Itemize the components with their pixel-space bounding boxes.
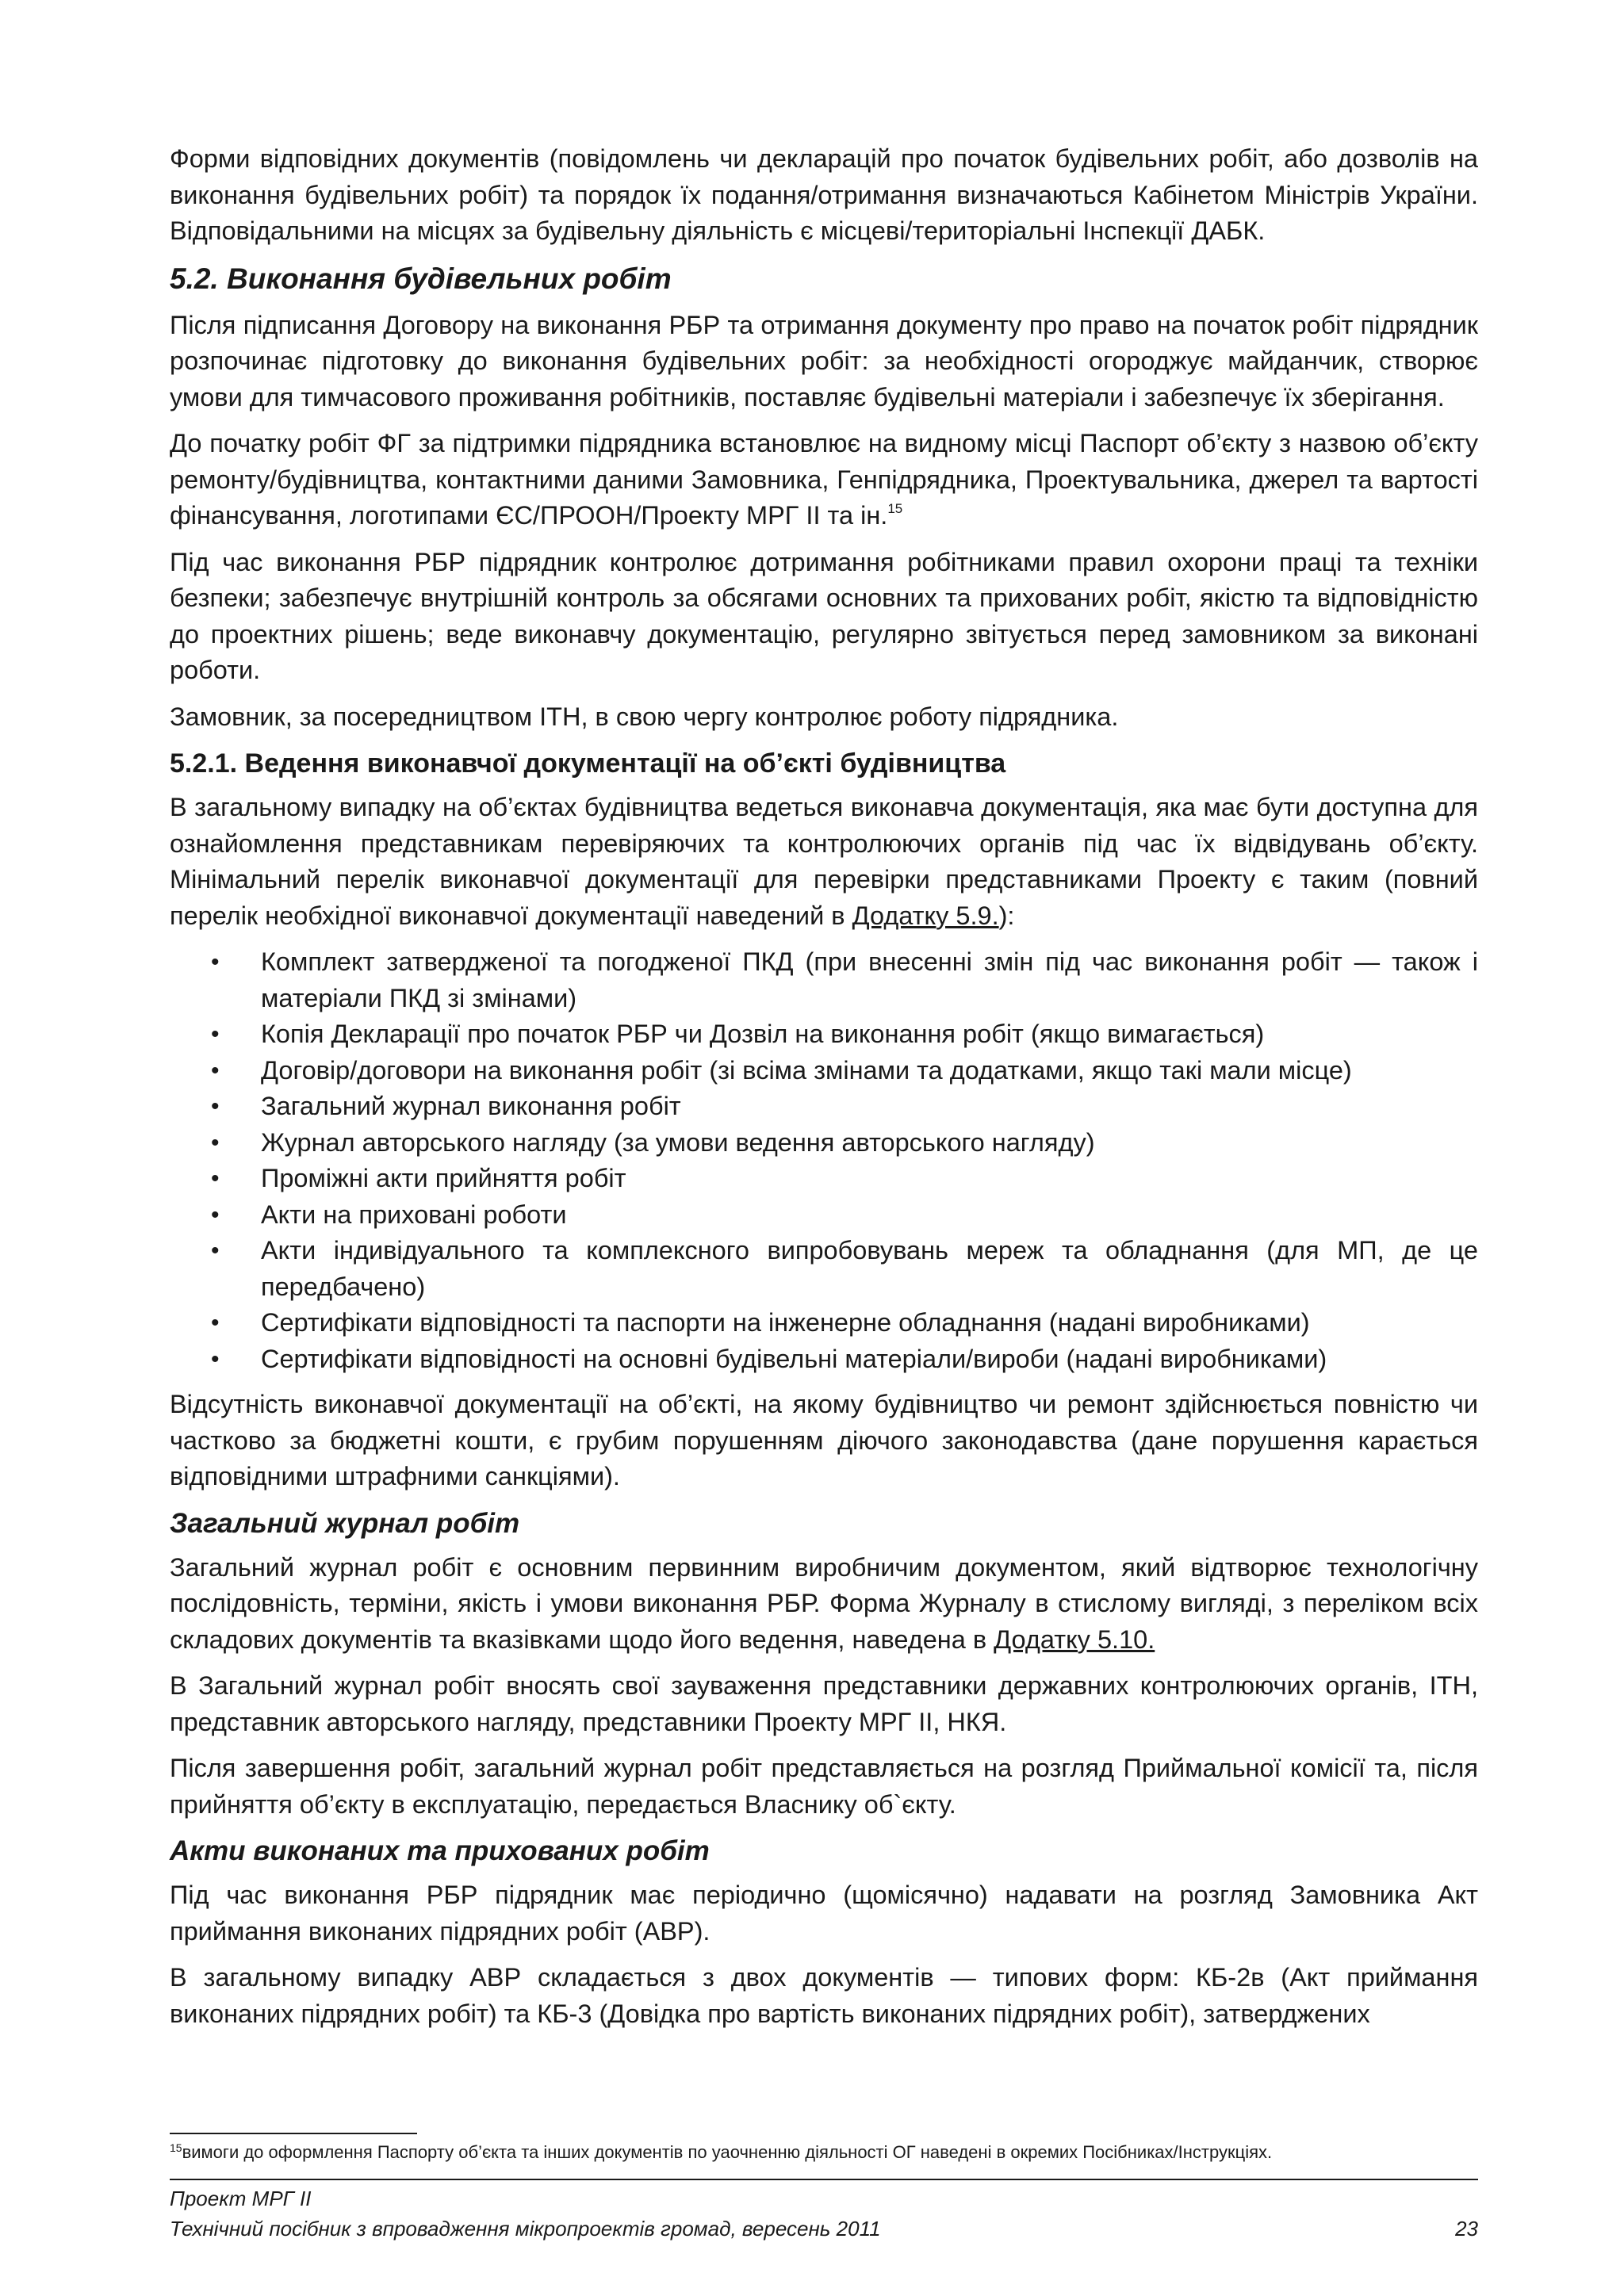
footnote-text: вимоги до оформлення Паспорту об’єкта та інших документів по уаочненню діяльності ОГ наведені в окремих Посібниках/Інструкціях. [182, 2142, 1273, 2162]
footnote-ref-15[interactable]: 15 [887, 501, 903, 516]
documentation-list [170, 944, 1478, 1377]
bullet-icon: • [211, 1093, 220, 1119]
list-item-text: Сертифікати відповідності на основні будівельні матеріали/вироби (надані виробниками) [261, 1344, 1327, 1373]
footer-document-title: Технічний посібник з впровадження мікропроектів громад, вересень 2011 [170, 2217, 881, 2241]
section-5-2-1-paragraph-2: Відсутність виконавчої документації на об’єкті, на якому будівництво чи ремонт здійснюється повністю чи частково за бюджетні кошти, є грубим порушенням діючого законодавства (дане порушення карається відповідними штрафними санкціями). [170, 1390, 1478, 1490]
page-footer [170, 2183, 1478, 2244]
list-item-text: Комплект затвердженої та погодженої ПКД (при внесенні змін під час виконання робіт — також і матеріали ПКД зі змінами) [261, 947, 1478, 1012]
bullet-icon: • [211, 1345, 220, 1372]
list-item-text: Акти на приховані роботи [261, 1200, 567, 1229]
acts-paragraph-2: В загальному випадку АВР складається з двох документів — типових форм: КБ-2в (Акт приймання виконаних підрядних робіт) та КБ-3 (Довідка про вартість виконаних підрядних робіт), затверджених [170, 1963, 1478, 2028]
footnote [170, 2141, 1478, 2164]
section-5-2-heading: 5.2. Виконання будівельних робіт [170, 262, 672, 295]
bullet-icon: • [211, 1129, 220, 1156]
list-item-text: Загальний журнал виконання робіт [261, 1092, 681, 1120]
list-item [170, 1161, 1478, 1197]
section-5-2-paragraph-2-text: До початку робіт ФГ за підтримки підрядника встановлює на видному місці Паспорт об’єкту з назвою об’єкту ремонту/будівництва, контактними даними Замовника, Генпідрядника, Проектувальника, джерел та вартості фінансування, логотипами ЄС/ПРООН/Проекту МРГ ІІ та ін. [170, 429, 1478, 530]
list-item-text: Сертифікати відповідності та паспорти на інженерне обладнання (надані виробниками) [261, 1308, 1310, 1337]
appendix-5-9-link[interactable]: Додатку 5.9. [852, 901, 999, 930]
list-item [170, 1197, 1478, 1234]
list-item-text: Акти індивідуального та комплексного випробовувань мереж та обладнання (для МП, де це передбачено) [261, 1236, 1478, 1301]
section-5-2-paragraph-3: Під час виконання РБР підрядник контролює дотримання робітниками правил охорони праці та техніки безпеки; забезпечує внутрішній контроль за обсягами основних та прихованих робіт, якістю та відповідністю до проектних рішень; веде виконавчу документацію, регулярно звітується перед замовником за виконані роботи. [170, 547, 1478, 684]
list-item-text: Проміжні акти прийняття робіт [261, 1164, 626, 1192]
bullet-icon: • [211, 1201, 220, 1228]
section-5-2-1-paragraph-1-text: В загальному випадку на об’єктах будівництва ведеться виконавча документація, яка має бути доступна для ознайомлення представникам перевіряючих та контролюючих органів під час їх відвідувань об’єкту. Мінімальний перелік виконавчої документації для перевірки представниками Проекту є таким (повний перелік необхідної виконавчої документації наведений в [170, 793, 1478, 930]
footnote-divider [170, 2133, 417, 2134]
appendix-5-10-link[interactable]: Додатку 5.10. [994, 1624, 1155, 1654]
section-5-2-1-heading: 5.2.1. Ведення виконавчої документації на об’єкті будівництва [170, 748, 1006, 779]
bullet-icon: • [211, 1021, 220, 1047]
intro-paragraph: Форми відповідних документів (повідомлень чи декларацій про початок будівельних робіт, або дозволів на виконання будівельних робіт) та порядок їх подання/отримання визначаються Кабінетом Міністрів України. Відповідальними на місцях за будівельну діяльність є місцеві/територіальні Інспекції ДАБК. [170, 144, 1478, 245]
journal-paragraph-1 [170, 1550, 1478, 1659]
list-item [170, 1016, 1478, 1053]
list-item [170, 1089, 1478, 1125]
list-item [170, 1053, 1478, 1089]
journal-heading: Загальний журнал робіт [170, 1507, 520, 1539]
list-item-text: Журнал авторського нагляду (за умови ведення авторського нагляду) [261, 1127, 1095, 1157]
bullet-icon: • [211, 949, 220, 975]
acts-paragraph-1: Під час виконання РБР підрядник має періодично (щомісячно) надавати на розгляд Замовника Акт приймання виконаних підрядних робіт (АВР). [170, 1881, 1478, 1946]
list-item [170, 1341, 1478, 1378]
journal-paragraph-3: Після завершення робіт, загальний журнал робіт представляється на розгляд Приймальної комісії та, після прийняття об’єкту в експлуатацію, передається Власнику об`єкту. [170, 1754, 1478, 1819]
list-item [170, 1125, 1478, 1161]
acts-heading: Акти виконаних та прихованих робіт [170, 1835, 710, 1866]
footnote-number: 15 [170, 2141, 182, 2154]
list-item [170, 1233, 1478, 1305]
page-body [170, 141, 1478, 2042]
list-item-text: Копія Декларації про початок РБР чи Дозвіл на виконання робіт (якщо вимагається) [261, 1020, 1265, 1048]
section-5-2-1-paragraph-1-end: ): [998, 901, 1015, 930]
journal-paragraph-1-text: Загальний журнал робіт є основним первинним виробничим документом, який відтворює технологічну послідовність, терміни, якість і умови виконання РБР. Форма Журналу в стислому вигляді, з переліком всіх складових документів та вказівками щодо його ведення, наведена в [170, 1552, 1478, 1654]
footer-divider [170, 2179, 1478, 2180]
section-5-2-1-paragraph-1 [170, 790, 1478, 934]
journal-paragraph-2: В Загальний журнал робіт вносять свої зауваження представники державних контролюючих органів, ІТН, представник авторського нагляду, представники Проекту МРГ ІІ, НКЯ. [170, 1671, 1478, 1736]
section-5-2-paragraph-2 [170, 426, 1478, 534]
page-number: 23 [1455, 2217, 1478, 2241]
list-item [170, 1305, 1478, 1341]
list-item-text: Договір/договори на виконання робіт (зі всіма змінами та додатками, якщо такі мали місце) [261, 1055, 1352, 1085]
footer-project-name: Проект МРГ ІІ [170, 2187, 312, 2210]
bullet-icon: • [211, 1057, 220, 1084]
bullet-icon: • [211, 1310, 220, 1336]
bullet-icon: • [211, 1238, 220, 1264]
bullet-icon: • [211, 1165, 220, 1192]
list-item [170, 944, 1478, 1016]
section-5-2-paragraph-4: Замовник, за посередництвом ІТН, в свою чергу контролює роботу підрядника. [170, 702, 1119, 731]
section-5-2-paragraph-1: Після підписання Договору на виконання РБР та отримання документу про право на початок робіт підрядник розпочинає підготовку до виконання будівельних робіт: за необхідності огороджує майданчик, створює умови для тимчасового проживання робітників, поставляє будівельні матеріали і забезпечує їх зберігання. [170, 310, 1478, 411]
